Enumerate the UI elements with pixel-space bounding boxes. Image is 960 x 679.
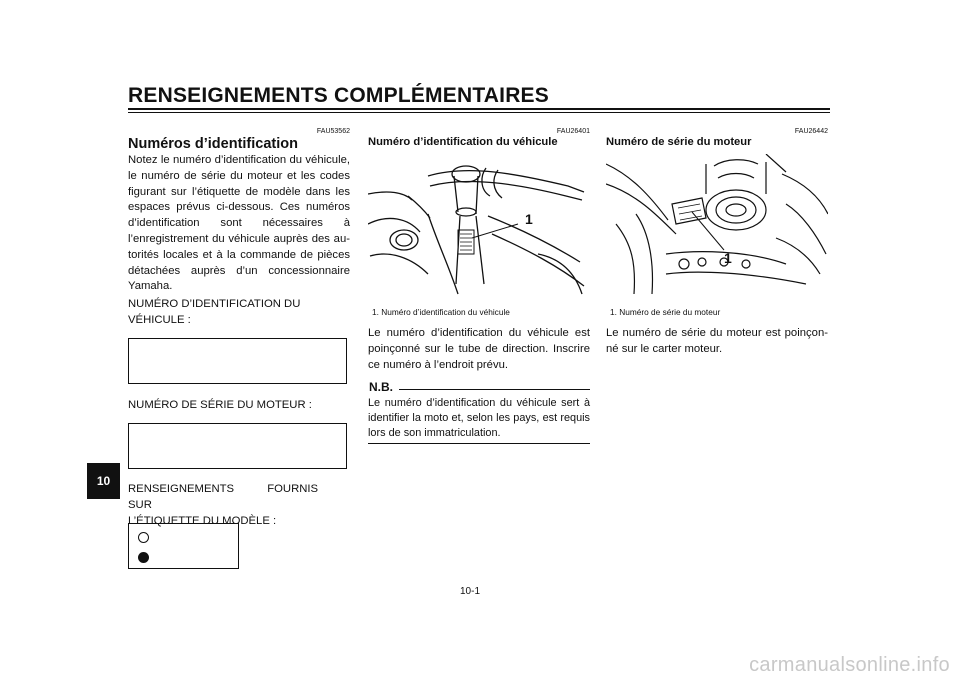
- model-label-box[interactable]: [128, 523, 239, 569]
- title-rule-thin: [128, 112, 830, 113]
- engine-illustration: [606, 154, 828, 296]
- callout-number: 1: [724, 250, 732, 266]
- vin-label-line1: NUMÉRO D’IDENTIFICATION DU: [128, 298, 301, 310]
- engine-entry-box[interactable]: [128, 423, 347, 469]
- model-label-line2: L’ÉTIQUETTE DU MODÈLE :: [128, 514, 277, 527]
- subsection-heading: Numéro d’identification du véhicule: [368, 136, 558, 148]
- callout-number: 1: [525, 211, 533, 227]
- body-paragraph: Le numéro de série du moteur est poinçonné sur le carter moteur.: [606, 327, 828, 355]
- title-rule: [128, 108, 830, 110]
- vin-label: [128, 297, 300, 329]
- engine-label: NUMÉRO DE SÉRIE DU MOTEUR :: [128, 399, 312, 411]
- note-text: Le numéro d’identification du véhicule sert à identifier la moto et, selon les pays, est requis lors de son immatriculation.: [368, 397, 590, 440]
- model-label-line1-wrap: [128, 482, 350, 514]
- open-circle-icon: [138, 532, 149, 543]
- page-number: 10-1: [460, 586, 481, 597]
- watermark: carmanualsonline.info: [749, 654, 950, 676]
- note-label: N.B.: [369, 380, 393, 394]
- model-label-line1: RENSEIGNEMENTS FOURNIS SUR: [128, 483, 319, 511]
- vin-entry-box[interactable]: [128, 338, 347, 384]
- figure-caption: 1. Numéro d’identification du véhicule: [372, 307, 510, 317]
- page-title: RENSEIGNEMENTS COMPLÉMENTAIRES: [128, 84, 549, 107]
- filled-circle-icon: [138, 552, 149, 563]
- reference-code: FAU26442: [794, 128, 828, 135]
- figure-caption: 1. Numéro de série du moteur: [610, 307, 721, 317]
- chapter-tab[interactable]: 10: [87, 463, 120, 499]
- reference-code: FAU53562: [316, 128, 350, 135]
- vin-label-line2: VÉHICULE :: [128, 313, 191, 326]
- engine-drawing: [606, 154, 828, 296]
- steering-head-illustration: [368, 154, 590, 296]
- body-paragraph: Le numéro d’identification du véhicule est poinçonné sur le tube de direction. Inscrire ce numéro à l’endroit prévu.: [368, 327, 590, 371]
- intro-paragraph: Notez le numéro d’identification du véhicule, le numéro de série du moteur et les codes figurant sur l’étiquette de modèle dans les espaces prévus ci-dessous. Ces numéros d’identification sont nécessaires à l’enregistrement du véhicule auprès des autorités locales et à la commande de pièces détachées auprès d’un concessionnaire Yamaha.: [128, 154, 350, 293]
- note-rule-bottom: [368, 443, 590, 444]
- note-rule-top: [399, 389, 590, 390]
- subsection-heading: Numéro de série du moteur: [606, 136, 752, 148]
- reference-code: FAU26401: [556, 128, 590, 135]
- steering-head-drawing: [368, 154, 590, 296]
- section-heading: Numéros d’identification: [128, 136, 298, 152]
